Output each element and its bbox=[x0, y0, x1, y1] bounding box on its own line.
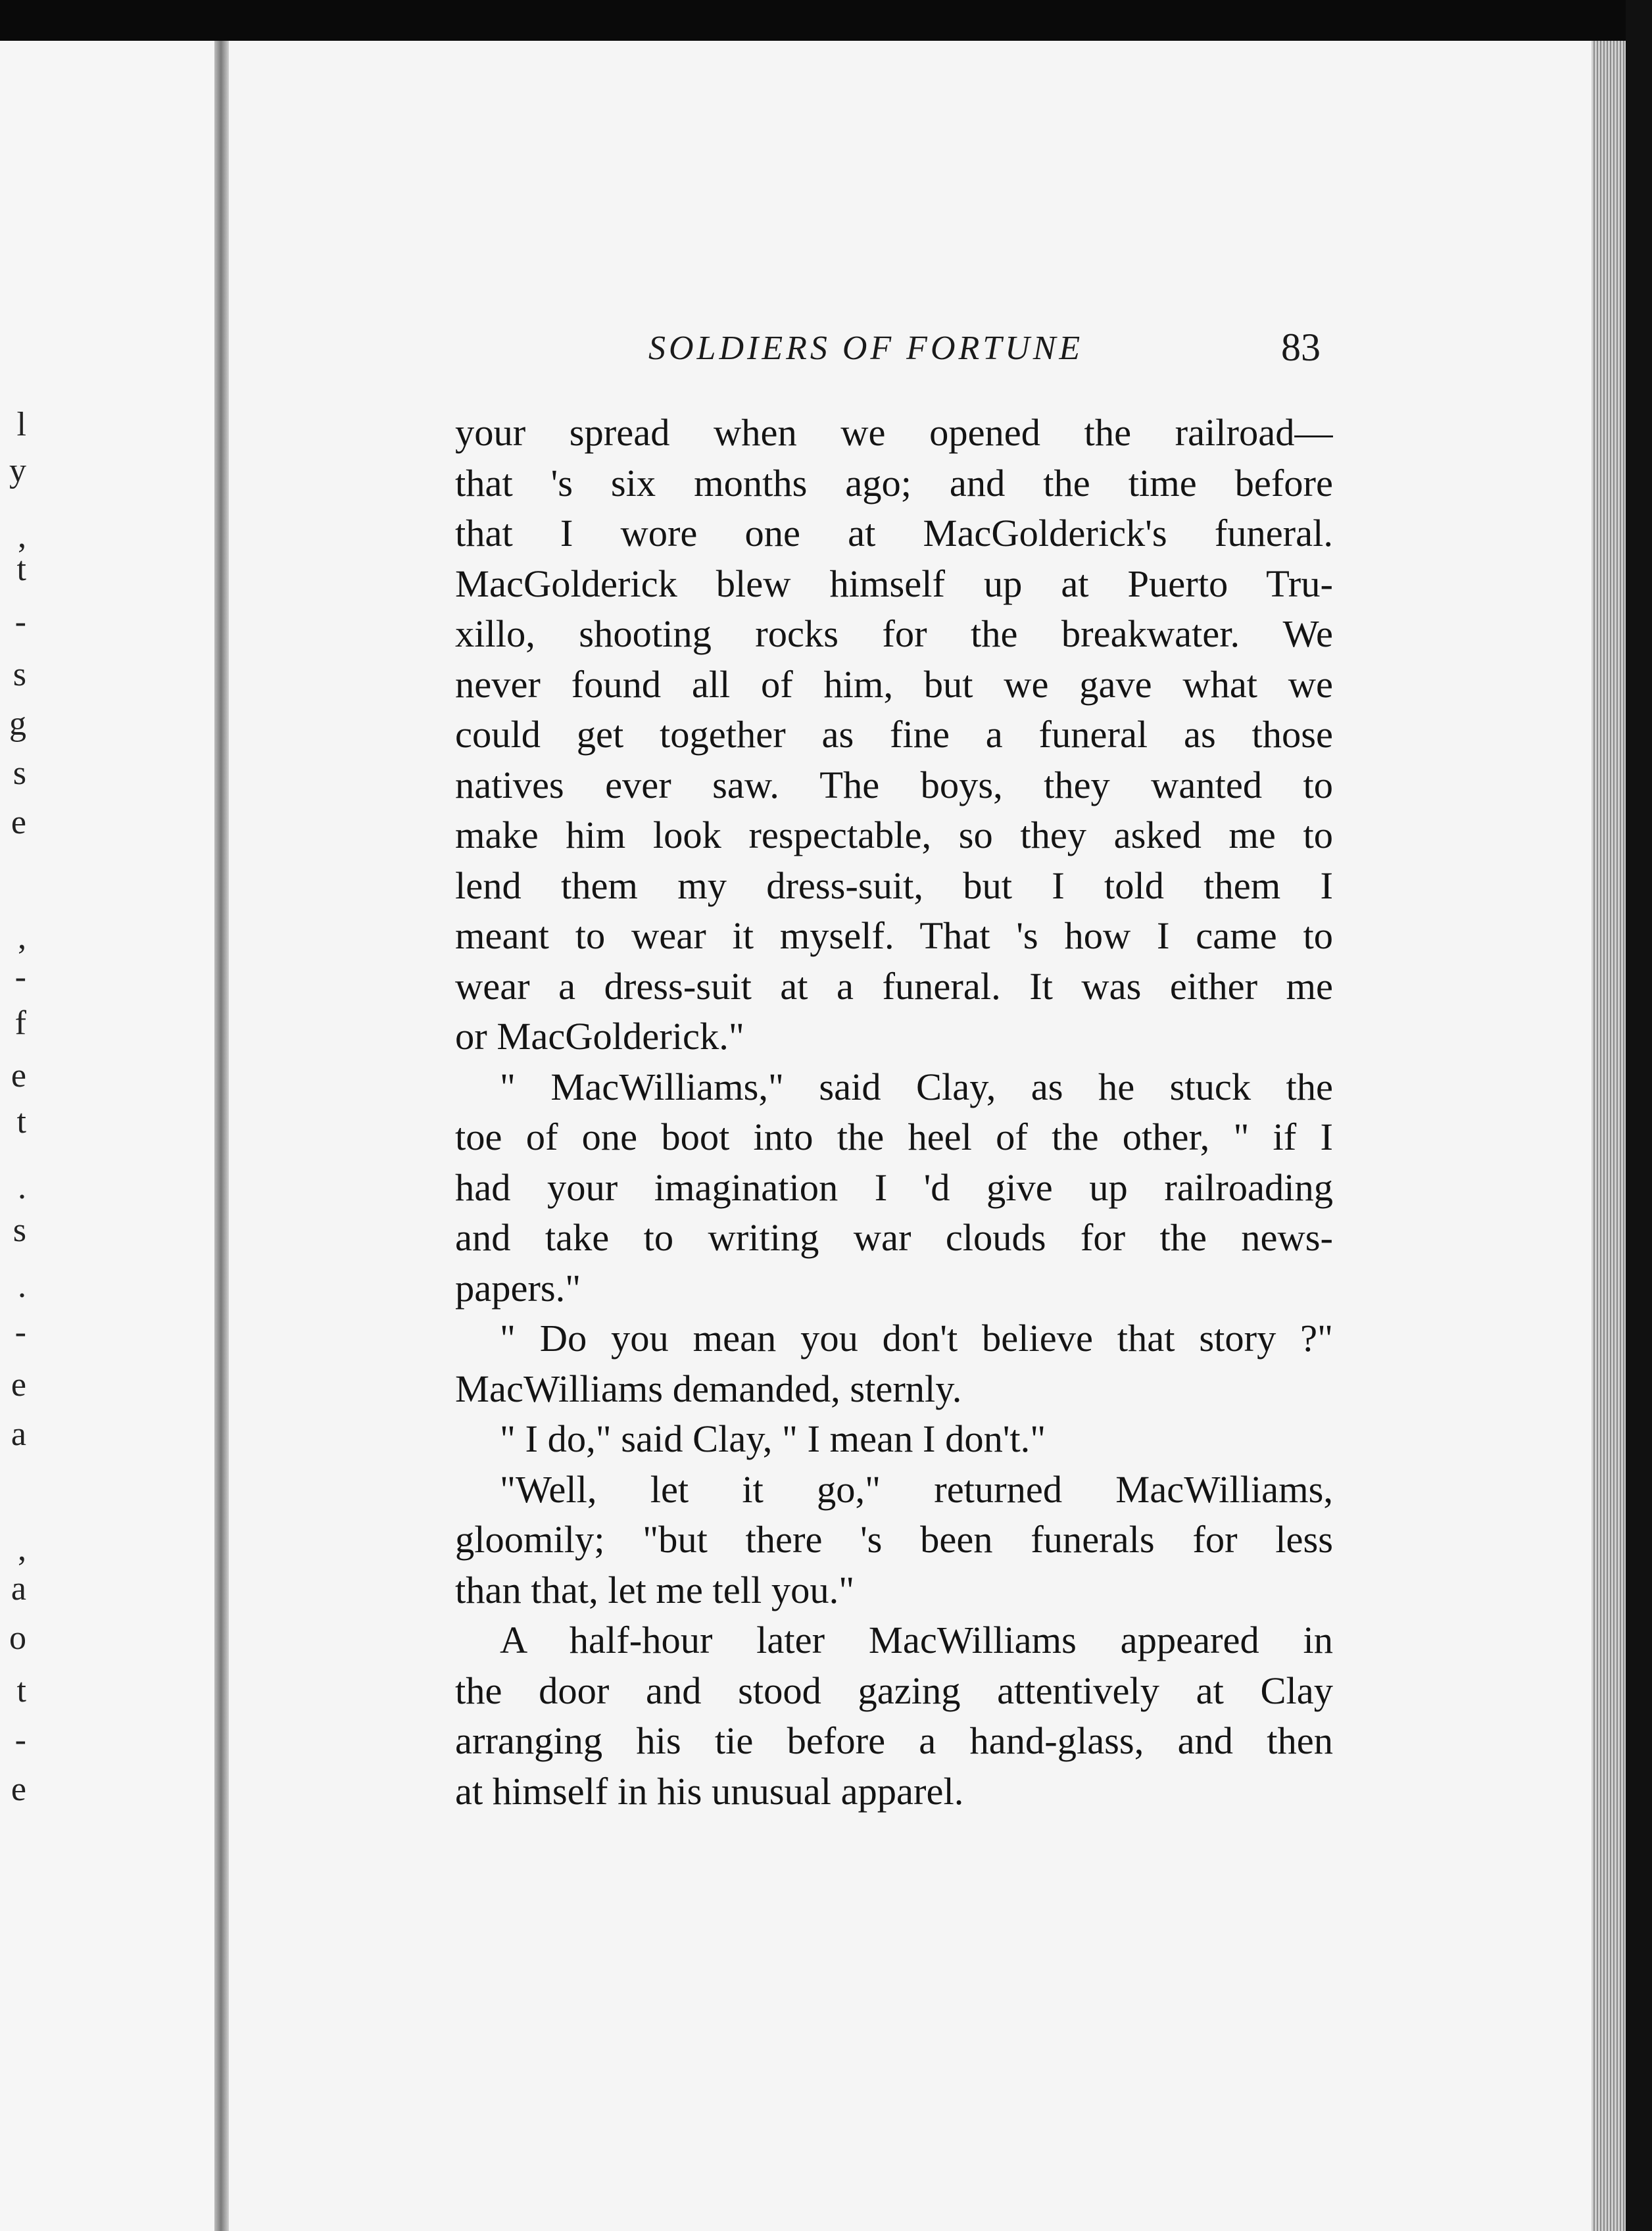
facing-page-fragment: - bbox=[14, 1721, 26, 1759]
facing-page-fragment: e bbox=[11, 1366, 26, 1404]
facing-page-fragment: - bbox=[14, 958, 26, 996]
facing-page-fragment: t bbox=[16, 551, 26, 588]
facing-page-fragment: e bbox=[11, 1057, 26, 1094]
facing-page-fragment: e bbox=[11, 1771, 26, 1808]
facing-page-fragment: o bbox=[9, 1619, 26, 1657]
facing-page-fragment: . bbox=[18, 1267, 26, 1305]
text-line: wear a dress-suit at a funeral. It was either me bbox=[455, 964, 1333, 1008]
facing-page-fragment: t bbox=[16, 1103, 26, 1140]
facing-page-fragment: s bbox=[12, 1212, 26, 1249]
text-line: gloomily; "but there 's been funerals for less bbox=[455, 1518, 1333, 1561]
text-line: that 's six months ago; and the time before bbox=[455, 461, 1333, 504]
text-line: at himself in his unusual apparel. bbox=[455, 1769, 964, 1813]
facing-page-fragment: - bbox=[14, 603, 26, 641]
facing-page-fragment: s bbox=[12, 754, 26, 792]
body-text bbox=[455, 408, 1333, 1817]
book-gutter bbox=[214, 41, 229, 2231]
text-line: could get together as fine a funeral as those bbox=[455, 713, 1333, 756]
facing-page-fragment: g bbox=[9, 705, 26, 743]
text-line: " I do," said Clay, " I mean I don't." bbox=[500, 1417, 1046, 1460]
page-number: 83 bbox=[1281, 326, 1321, 369]
text-line: make him look respectable, so they asked me to bbox=[455, 814, 1333, 856]
text-line: meant to wear it myself. That 's how I came to bbox=[455, 914, 1333, 957]
facing-page-left bbox=[0, 41, 217, 2231]
text-line: that I wore one at MacGolderick's funeral. bbox=[455, 512, 1333, 554]
text-line: your spread when we opened the railroad— bbox=[455, 411, 1333, 454]
text-line: or MacGolderick." bbox=[455, 1015, 744, 1058]
text-line: and take to writing war clouds for the news- bbox=[455, 1216, 1333, 1259]
facing-page-fragment: - bbox=[14, 1313, 26, 1351]
text-line: MacGolderick blew himself up at Puerto Tru- bbox=[455, 562, 1333, 605]
text-line: A half-hour later MacWilliams appeared in bbox=[500, 1619, 1333, 1661]
text-line: natives ever saw. The boys, they wanted to bbox=[455, 763, 1333, 806]
scan-right-border bbox=[1626, 0, 1652, 2231]
text-line: toe of one boot into the heel of the other, " if I bbox=[455, 1116, 1333, 1158]
facing-page-fragment: . bbox=[18, 1169, 26, 1206]
facing-page-fragment: s bbox=[12, 656, 26, 693]
running-title: SOLDIERS OF FORTUNE bbox=[648, 330, 1084, 367]
text-line: lend them my dress-suit, but I told them I bbox=[455, 864, 1333, 907]
facing-page-fragment: a bbox=[11, 1415, 26, 1453]
text-line: than that, let me tell you." bbox=[455, 1568, 855, 1611]
facing-page-fragment: a bbox=[11, 1570, 26, 1607]
facing-page-fragment: , bbox=[18, 518, 26, 555]
text-line: xillo, shooting rocks for the breakwater. We bbox=[455, 612, 1333, 655]
text-line: the door and stood gazing attentively at Clay bbox=[455, 1669, 1333, 1712]
text-line: "Well, let it go," returned MacWilliams, bbox=[500, 1467, 1333, 1511]
facing-page-fragment: , bbox=[18, 919, 26, 956]
facing-page-fragment: y bbox=[9, 452, 26, 489]
facing-page-fragment: e bbox=[11, 804, 26, 841]
facing-page-fragment: , bbox=[18, 1531, 26, 1568]
text-line: MacWilliams demanded, sternly. bbox=[455, 1367, 962, 1410]
text-line: papers." bbox=[455, 1266, 581, 1310]
facing-page-fragment: t bbox=[16, 1672, 26, 1709]
text-line: " MacWilliams," said Clay, as he stuck the bbox=[500, 1065, 1333, 1108]
page-edges bbox=[1591, 41, 1626, 2231]
scan-top-border bbox=[0, 0, 1652, 41]
facing-page-fragment: l bbox=[16, 406, 26, 443]
text-line: never found all of him, but we gave what we bbox=[455, 662, 1333, 706]
text-line: had your imagination I 'd give up railroading bbox=[455, 1165, 1333, 1209]
facing-page-fragment: f bbox=[14, 1004, 26, 1042]
text-line: arranging his tie before a hand-glass, and then bbox=[455, 1719, 1333, 1762]
text-line: " Do you mean you don't believe that story ?" bbox=[500, 1317, 1333, 1360]
